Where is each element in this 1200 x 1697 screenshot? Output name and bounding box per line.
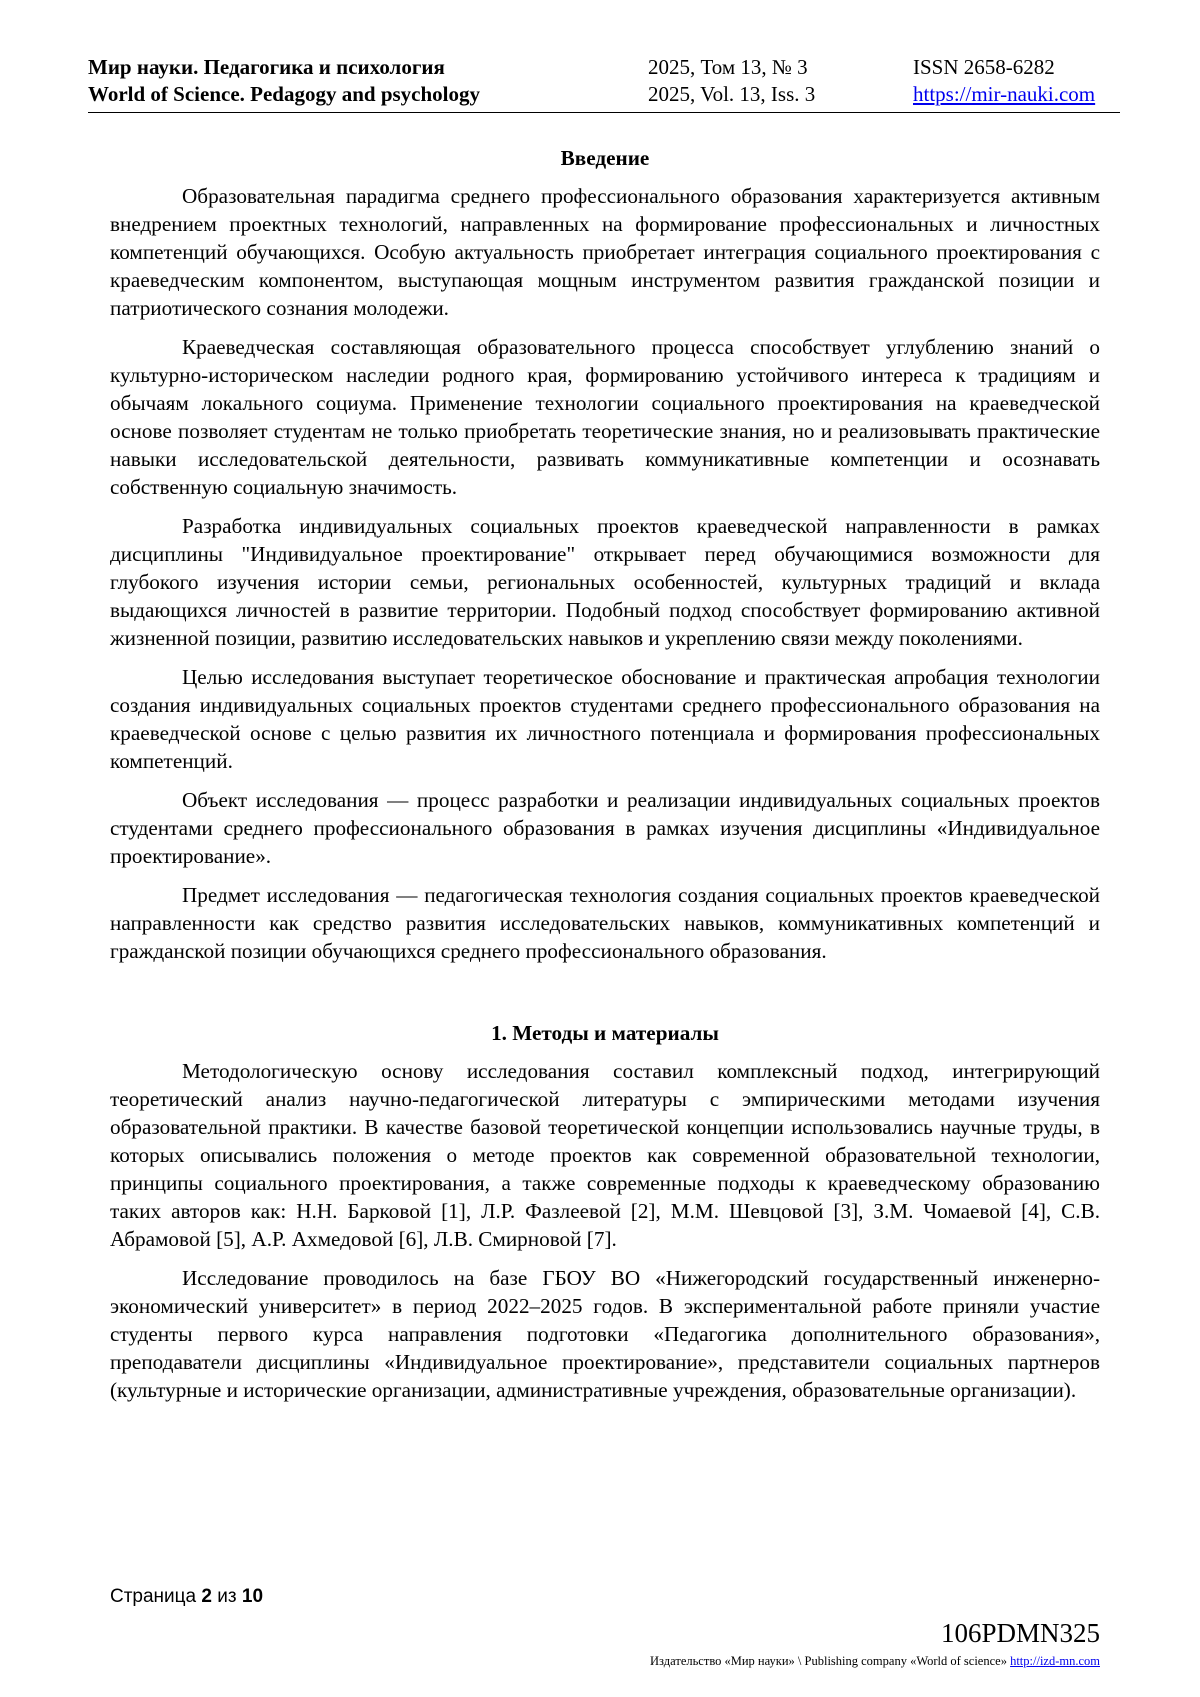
page-word: Страница (110, 1586, 197, 1607)
journal-title-ru: Мир науки. Педагогика и психология (88, 55, 445, 79)
methods-paragraph: Методологическую основу исследования составил комплексный подход, интегрирующий теоретический анализ научно-педагогической литературы с эмпирическими методами изучения образовательной практики. В качестве базовой теоретической концепции использовались научные труды, в которых описывались положения о методе проектов как современной образовательной технологии, принципы социального проектирования, а также современные подходы к краеведческому образованию таких авторов как: Н.Н. Барковой [1], Л.Р. Фазлеевой [2], М.М. Шевцовой [3], З.М. Чомаевой [4], С.В. Абрамовой [5], А.Р. Ахмедовой [6], Л.В. Смирновой [7]. (110, 1059, 1100, 1251)
issn-number: ISSN 2658-6282 (913, 55, 1055, 79)
journal-title (88, 54, 480, 108)
article-body (110, 144, 1100, 1415)
journal-title-en: World of Science. Pedagogy and psychology (88, 82, 481, 106)
page-of-word: из (217, 1586, 237, 1607)
intro-heading: Введение (560, 146, 650, 170)
publisher-link[interactable]: http://izd-mn.com (1010, 1654, 1100, 1668)
page-number (110, 1586, 263, 1608)
issue-info-en: 2025, Vol. 13, Iss. 3 (648, 82, 816, 106)
intro-paragraph: Целью исследования выступает теоретическое обоснование и практическая апробация технологии создания индивидуальных социальных проектов студентами среднего профессионального образования на краеведческой основе с целью развития их личностного потенциала и формирования профессиональных компетенций. (110, 665, 1100, 773)
article-code: 106PDMN325 (940, 1618, 1100, 1648)
intro-paragraph: Разработка индивидуальных социальных проектов краеведческой направленности в рамках дисциплины "Индивидуальное проектирование" открывает перед обучающимися возможности для глубокого изучения истории семьи, региональных особенностей, культурных традиций и вклада выдающихся личностей в развитие территории. Подобный подход способствует формированию активной жизненной позиции, развитию исследовательских навыков и укреплению связи между поколениями. (110, 514, 1100, 650)
issn-block (913, 54, 1095, 108)
publisher-text: Издательство «Мир науки» \ Publishing company «World of science» (650, 1654, 1007, 1668)
issue-info (648, 54, 815, 108)
page-header (88, 52, 1120, 113)
intro-paragraph: Краеведческая составляющая образовательного процесса способствует углублению знаний о культурно-историческом наследии родного края, формированию устойчивого интереса к традициям и обычаям локального социума. Применение технологии социального проектирования на краеведческой основе позволяет студентам не только приобретать теоретические знания, но и реализовывать практические навыки исследовательской деятельности, развивать коммуникативные компетенции и осознавать собственную социальную значимость. (110, 335, 1100, 499)
intro-paragraph: Образовательная парадигма среднего профессионального образования характеризуется активным внедрением проектных технологий, направленных на формирование профессиональных и личностных компетенций обучающихся. Особую актуальность приобретает интеграция социального проектирования с краеведческим компонентом, выступающая мощным инструментом развития гражданской позиции и патриотического сознания молодежи. (110, 184, 1100, 320)
methods-paragraph: Исследование проводилось на базе ГБОУ ВО «Нижегородский государственный инженерно-экономический университет» в период 2022–2025 годов. В экспериментальной работе приняли участие студенты первого курса направления подготовки «Педагогика дополнительного образования», преподаватели дисциплины «Индивидуальное проектирование», представители социальных партнеров (культурные и исторические организации, административные учреждения, образовательные организации). (110, 1266, 1100, 1402)
publisher-line (650, 1654, 1100, 1669)
page-current: 2 (201, 1586, 212, 1607)
page-total: 10 (241, 1586, 264, 1607)
journal-site-link[interactable]: https://mir-nauki.com (913, 82, 1096, 106)
intro-paragraph: Объект исследования — процесс разработки и реализации индивидуальных социальных проектов студентами среднего профессионального образования в рамках изучения дисциплины «Индивидуальное проектирование». (110, 788, 1100, 868)
methods-heading: 1. Методы и материалы (491, 1021, 719, 1045)
intro-paragraph: Предмет исследования — педагогическая технология создания социальных проектов краеведческой направленности как средство развития исследовательских навыков, коммуникативных компетенций и гражданской позиции обучающихся среднего профессионального образования. (110, 883, 1100, 963)
issue-info-ru: 2025, Том 13, № 3 (648, 55, 808, 79)
